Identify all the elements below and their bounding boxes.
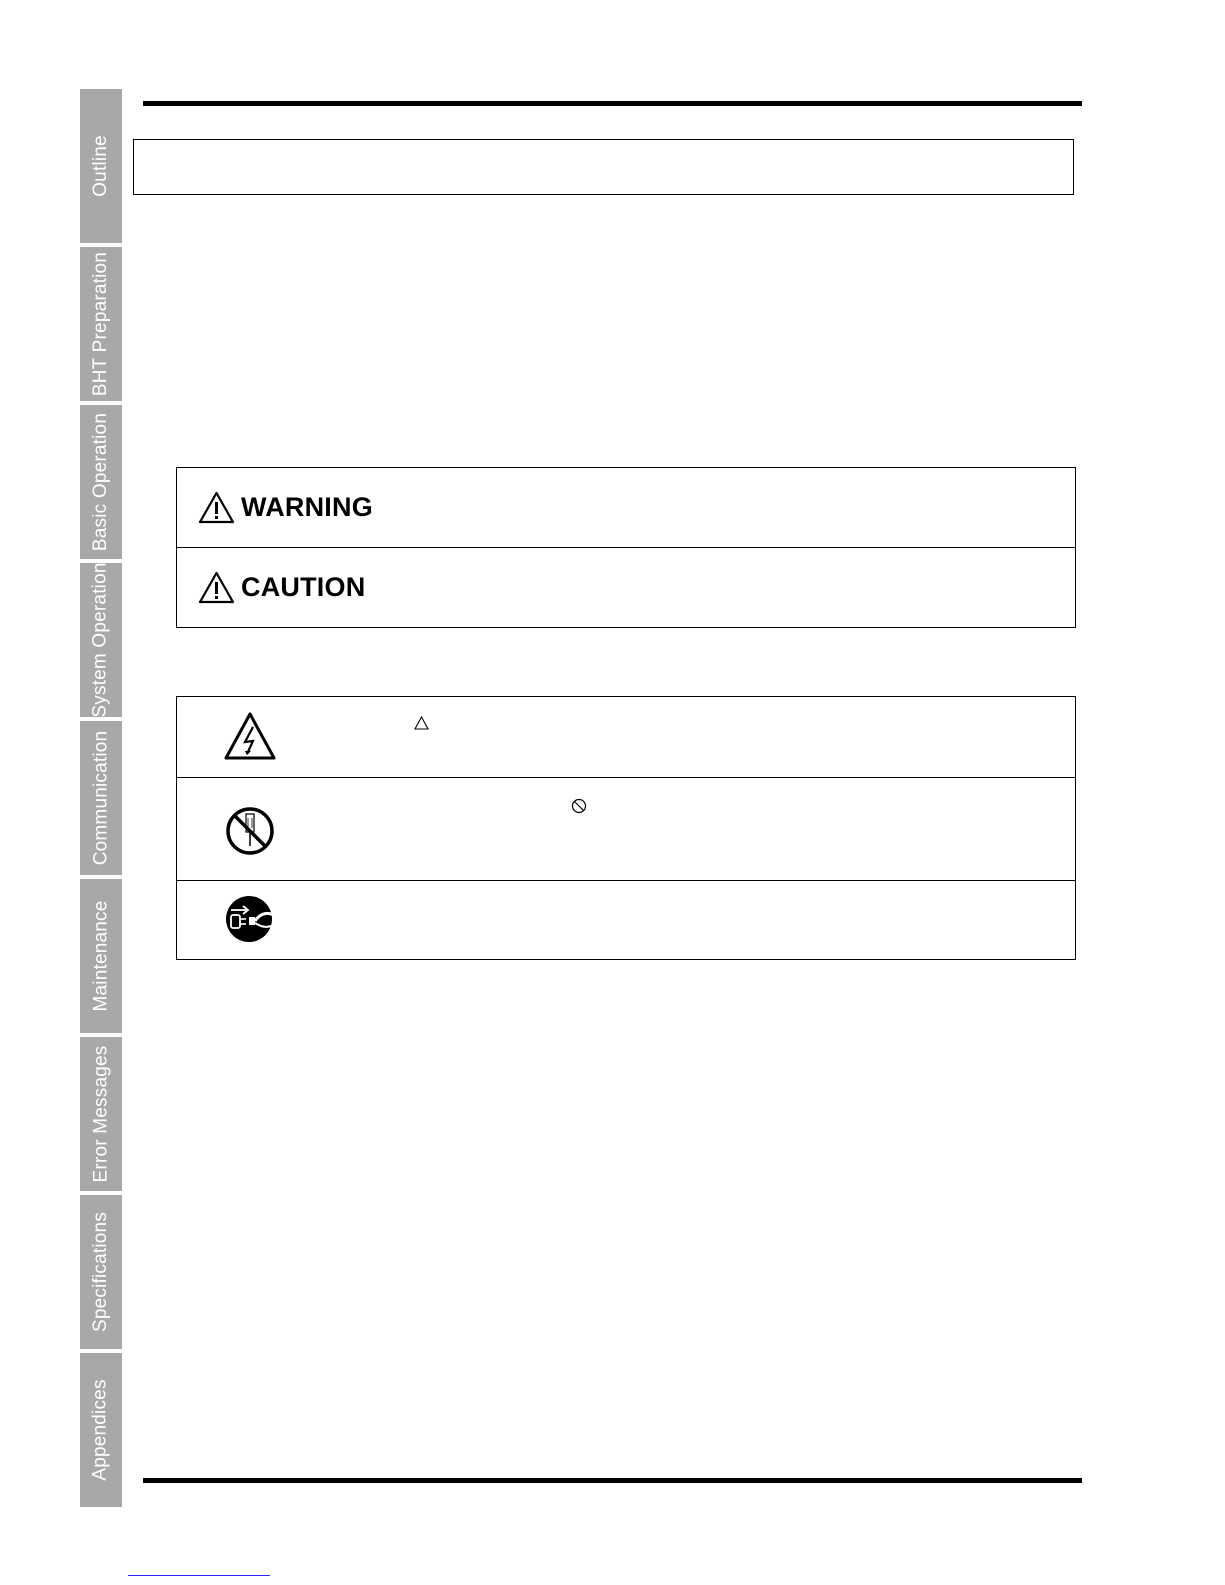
no-disassembly-icon	[225, 806, 275, 856]
tab-error-messages[interactable]	[80, 1037, 122, 1191]
tab-label: Error Messages	[90, 1045, 111, 1183]
signal-word-table	[176, 467, 1076, 628]
symbol-row-electric	[177, 697, 1075, 777]
tab-label: Basic Operation	[90, 412, 111, 552]
electric-shock-icon	[223, 711, 277, 761]
tab-appendices[interactable]	[80, 1353, 122, 1507]
tab-maintenance[interactable]	[80, 879, 122, 1033]
tab-bht-preparation[interactable]	[80, 247, 122, 401]
tab-communication[interactable]	[80, 721, 122, 875]
warning-row	[177, 468, 1075, 547]
tab-system-operation[interactable]	[80, 563, 122, 717]
tab-label: BHT Preparation	[90, 251, 112, 397]
unplug-icon	[225, 894, 275, 944]
footer-rule	[143, 1478, 1082, 1483]
warning-triangle-icon	[198, 491, 235, 524]
tab-basic-operation[interactable]	[80, 405, 122, 559]
tab-label: Specifications	[90, 1211, 111, 1333]
tab-outline[interactable]	[80, 89, 122, 243]
title-box	[133, 139, 1074, 195]
warning-label: WARNING	[241, 492, 373, 522]
small-prohibited-icon	[571, 798, 587, 814]
tab-label: Communication	[90, 730, 112, 866]
tab-label: System Operation	[90, 562, 112, 718]
tab-label: Outline	[90, 135, 112, 197]
symbol-row-unplug	[177, 880, 1075, 959]
warning-triangle-icon	[198, 571, 235, 604]
tab-label: Appendices	[90, 1379, 112, 1481]
caution-label: CAUTION	[241, 571, 366, 602]
tab-label: Maintenance	[90, 900, 111, 1012]
symbol-row-prohibited	[177, 777, 1075, 880]
footer-link[interactable]	[128, 1575, 270, 1576]
small-triangle-icon	[414, 716, 429, 730]
symbol-table	[176, 696, 1076, 960]
header-rule	[143, 101, 1082, 106]
tab-specifications[interactable]	[80, 1195, 122, 1349]
caution-row	[177, 547, 1075, 626]
